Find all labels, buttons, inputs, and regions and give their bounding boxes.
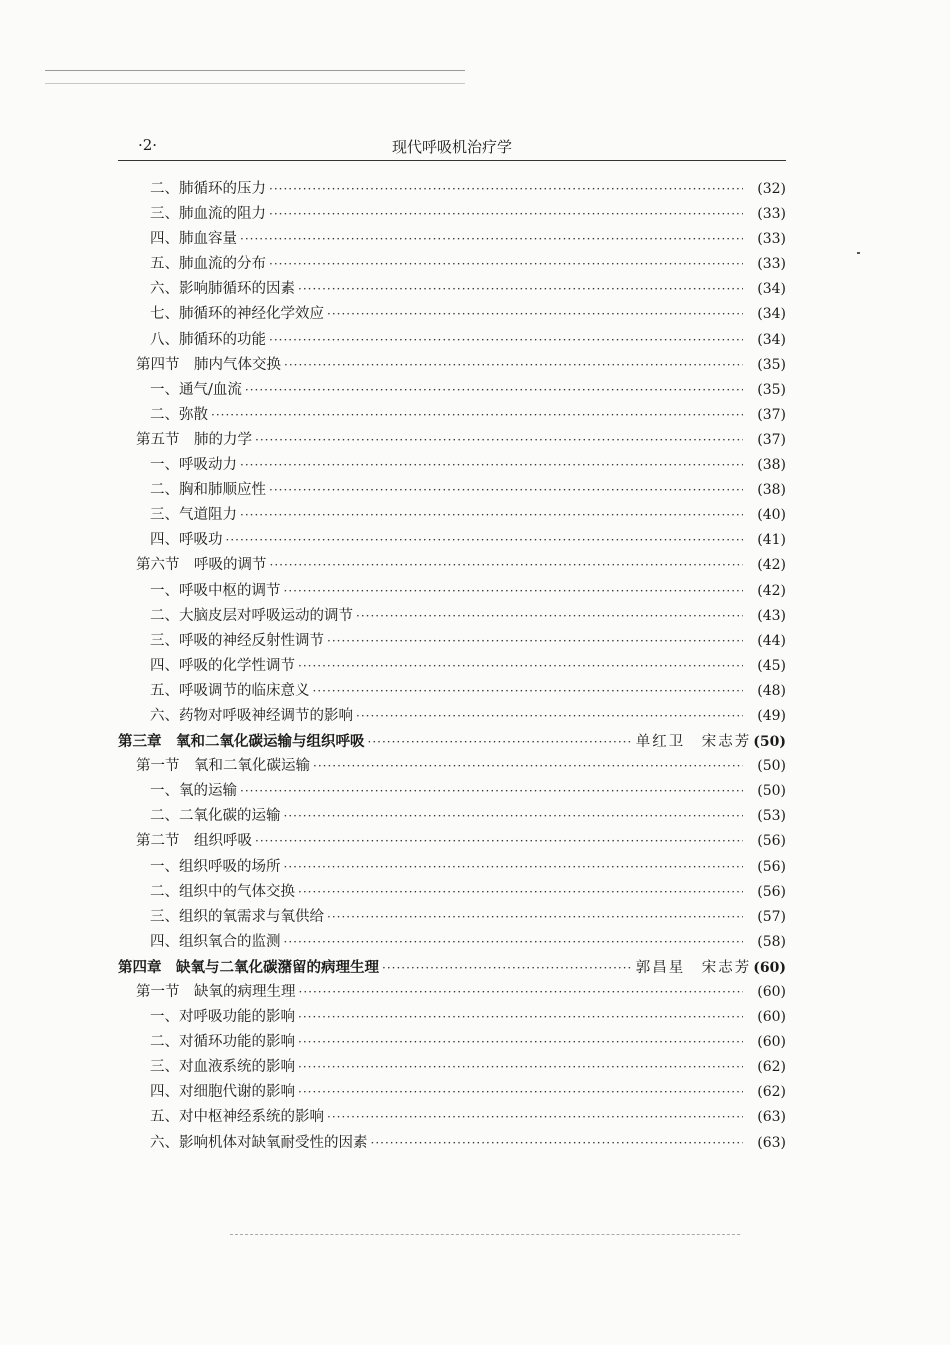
toc-entry-title: 一、组织呼吸的场所	[150, 858, 281, 875]
toc-entry-title: 五、对中枢神经系统的影响	[150, 1109, 324, 1126]
toc-entry-page: (33)	[757, 256, 786, 273]
toc-subsection-entry	[118, 880, 786, 905]
dot-leader	[269, 478, 743, 503]
toc-chapter-entry	[118, 955, 786, 980]
toc-entry-page: (35)	[757, 381, 786, 398]
dot-leader	[298, 1080, 743, 1105]
dot-leader	[240, 779, 743, 804]
toc-subsection-entry	[118, 930, 786, 955]
toc-entry-page: (43)	[757, 607, 786, 624]
dot-leader	[298, 277, 743, 302]
toc-entry-page: (45)	[757, 657, 786, 674]
toc-subsection-entry	[118, 403, 786, 428]
dot-leader	[284, 930, 744, 955]
dot-leader	[284, 353, 743, 378]
scan-speck	[857, 252, 860, 254]
toc-entry-title: 四、呼吸功	[150, 532, 223, 549]
dot-leader	[269, 328, 743, 353]
toc-entry-title: 六、影响机体对缺氧耐受性的因素	[150, 1134, 368, 1151]
toc-entry-page: (60)	[757, 1009, 786, 1026]
toc-entry-page: (33)	[757, 206, 786, 223]
toc-entry-title: 五、呼吸调节的临床意义	[150, 682, 310, 699]
toc-entry-page: (42)	[757, 557, 786, 574]
toc-entry-authors: 单红卫 宋志芳	[635, 734, 752, 751]
toc-entry-title: 二、大脑皮层对呼吸运动的调节	[150, 607, 353, 624]
toc-entry-title: 第一节 氧和二氧化碳运输	[136, 758, 310, 775]
toc-subsection-entry	[118, 579, 786, 604]
dot-leader	[255, 428, 743, 453]
toc-entry-page: (49)	[757, 707, 786, 724]
toc-entry-page: (56)	[757, 883, 786, 900]
toc-entry-title: 一、氧的运输	[150, 783, 237, 800]
toc-entry-page: (62)	[757, 1059, 786, 1076]
toc-entry-page: (53)	[757, 808, 786, 825]
toc-entry-page: (63)	[757, 1109, 786, 1126]
dot-leader	[299, 980, 744, 1005]
dot-leader	[298, 880, 743, 905]
dot-leader	[226, 528, 744, 553]
toc-entry-page: (58)	[757, 933, 786, 950]
toc-entry-title: 四、肺血容量	[150, 231, 237, 248]
toc-entry-title: 二、组织中的气体交换	[150, 883, 295, 900]
dot-leader	[327, 302, 743, 327]
dot-leader	[313, 754, 743, 779]
dot-leader	[270, 553, 744, 578]
toc-subsection-entry	[118, 328, 786, 353]
toc-subsection-entry	[118, 804, 786, 829]
toc-subsection-entry	[118, 227, 786, 252]
toc-entry-title: 二、对循环功能的影响	[150, 1034, 295, 1051]
toc-entry-page: (44)	[757, 632, 786, 649]
toc-entry-title: 三、肺血流的阻力	[150, 206, 266, 223]
toc-entry-page: (37)	[757, 431, 786, 448]
toc-entry-page: (50)	[757, 783, 786, 800]
toc-subsection-entry	[118, 503, 786, 528]
dot-leader	[356, 704, 743, 729]
toc-entry-title: 七、肺循环的神经化学效应	[150, 306, 324, 323]
toc-entry-page: (38)	[757, 482, 786, 499]
toc-subsection-entry	[118, 177, 786, 202]
dot-leader	[245, 378, 743, 403]
dot-leader	[371, 1131, 744, 1156]
dot-leader	[284, 579, 744, 604]
dot-leader	[382, 956, 633, 981]
toc-entry-page: (34)	[757, 331, 786, 348]
toc-subsection-entry	[118, 1030, 786, 1055]
toc-subsection-entry	[118, 704, 786, 729]
toc-entry-page: (63)	[757, 1134, 786, 1151]
toc-entry-title: 第一节 缺氧的病理生理	[136, 984, 296, 1000]
toc-entry-title: 三、呼吸的神经反射性调节	[150, 632, 324, 649]
dot-leader	[255, 829, 743, 854]
toc-subsection-entry	[118, 679, 786, 704]
toc-section-entry	[118, 353, 786, 378]
toc-entry-page: (41)	[757, 532, 786, 549]
toc-entry-title: 四、对细胞代谢的影响	[150, 1084, 295, 1101]
dot-leader	[269, 177, 743, 202]
toc-entry-title: 一、通气/血流	[150, 381, 242, 398]
toc-entry-title: 八、肺循环的功能	[150, 331, 266, 348]
dot-leader	[327, 629, 743, 654]
toc-subsection-entry	[118, 1005, 786, 1030]
toc-entry-title: 第四节 肺内气体交换	[136, 356, 281, 373]
toc-entry-title: 一、呼吸动力	[150, 457, 237, 474]
toc-entry-title: 第二节 组织呼吸	[136, 833, 252, 850]
toc-subsection-entry	[118, 1080, 786, 1105]
toc-section-entry	[118, 829, 786, 854]
toc-entry-page: (42)	[757, 582, 786, 599]
toc-entry-page: (56)	[757, 858, 786, 875]
toc-entry-title: 四、组织氧合的监测	[150, 933, 281, 950]
table-of-contents	[118, 177, 786, 1156]
toc-entry-title: 二、胸和肺顺应性	[150, 482, 266, 499]
toc-entry-title: 第五节 肺的力学	[136, 431, 252, 448]
toc-entry-title: 一、对呼吸功能的影响	[150, 1009, 295, 1026]
header-rule	[118, 160, 786, 161]
dot-leader	[284, 855, 744, 880]
toc-entry-page: (62)	[757, 1084, 786, 1101]
toc-entry-title: 六、影响肺循环的因素	[150, 281, 295, 298]
toc-entry-title: 一、呼吸中枢的调节	[150, 582, 281, 599]
dot-leader	[240, 227, 743, 252]
toc-subsection-entry	[118, 252, 786, 277]
toc-entry-page: (60)	[757, 984, 786, 1000]
scan-artifact-line	[45, 83, 465, 84]
toc-entry-page: (33)	[757, 231, 786, 248]
toc-entry-title: 三、对血液系统的影响	[150, 1059, 295, 1076]
toc-entry-page: (37)	[757, 406, 786, 423]
dot-leader	[240, 453, 743, 478]
toc-section-entry	[118, 754, 786, 779]
toc-subsection-entry	[118, 1105, 786, 1130]
toc-entry-page: (50)	[757, 758, 786, 775]
dot-leader	[298, 1030, 743, 1055]
toc-subsection-entry	[118, 629, 786, 654]
scan-artifact-line	[230, 1234, 740, 1235]
toc-entry-title: 五、肺血流的分布	[150, 256, 266, 273]
toc-entry-page: (34)	[757, 306, 786, 323]
toc-section-entry	[118, 553, 786, 578]
dot-leader	[298, 1005, 743, 1030]
toc-entry-page: (50)	[753, 734, 786, 751]
dot-leader	[327, 1105, 743, 1130]
dot-leader	[284, 804, 744, 829]
dot-leader	[298, 1055, 743, 1080]
toc-subsection-entry	[118, 202, 786, 227]
dot-leader	[356, 604, 743, 629]
toc-entry-page: (40)	[757, 507, 786, 524]
toc-entry-title: 三、组织的氧需求与氧供给	[150, 908, 324, 925]
toc-subsection-entry	[118, 478, 786, 503]
toc-entry-page: (60)	[753, 959, 786, 976]
dot-leader	[269, 202, 743, 227]
toc-subsection-entry	[118, 453, 786, 478]
running-title: 现代呼吸机治疗学	[391, 138, 512, 156]
toc-entry-page: (32)	[757, 181, 786, 197]
dot-leader	[313, 679, 744, 704]
toc-entry-title: 三、气道阻力	[150, 507, 237, 524]
toc-entry-title: 四、呼吸的化学性调节	[150, 657, 295, 674]
toc-chapter-entry	[118, 729, 786, 754]
toc-entry-title: 六、药物对呼吸神经调节的影响	[150, 707, 353, 724]
toc-subsection-entry	[118, 1131, 786, 1156]
toc-entry-title: 第六节 呼吸的调节	[136, 557, 267, 574]
toc-subsection-entry	[118, 604, 786, 629]
toc-subsection-entry	[118, 277, 786, 302]
dot-leader	[368, 730, 633, 755]
toc-subsection-entry	[118, 302, 786, 327]
toc-entry-page: (56)	[757, 833, 786, 850]
toc-entry-page: (57)	[757, 908, 786, 925]
toc-subsection-entry	[118, 855, 786, 880]
toc-entry-page: (34)	[757, 281, 786, 298]
toc-entry-title: 二、二氧化碳的运输	[150, 808, 281, 825]
toc-subsection-entry	[118, 528, 786, 553]
toc-subsection-entry	[118, 1055, 786, 1080]
toc-section-entry	[118, 428, 786, 453]
toc-subsection-entry	[118, 905, 786, 930]
dot-leader	[298, 654, 743, 679]
toc-entry-page: (60)	[757, 1034, 786, 1051]
toc-entry-title: 二、肺循环的压力	[150, 181, 266, 197]
dot-leader	[327, 905, 743, 930]
toc-subsection-entry	[118, 779, 786, 804]
toc-subsection-entry	[118, 378, 786, 403]
toc-entry-page: (35)	[757, 356, 786, 373]
toc-entry-title: 第四章 缺氧与二氧化碳潴留的病理生理	[118, 958, 379, 976]
toc-entry-page: (38)	[757, 457, 786, 474]
dot-leader	[211, 403, 743, 428]
page-number: ·2·	[138, 136, 158, 154]
toc-entry-authors: 郭昌星 宋志芳	[635, 959, 752, 976]
toc-entry-title: 第三章 氧和二氧化碳运输与组织呼吸	[118, 733, 365, 751]
scan-artifact-line	[45, 70, 465, 71]
page-header	[118, 136, 786, 160]
toc-subsection-entry	[118, 654, 786, 679]
dot-leader	[269, 252, 743, 277]
toc-section-entry	[118, 980, 786, 1005]
toc-entry-page: (48)	[757, 682, 786, 699]
toc-entry-title: 二、弥散	[150, 406, 208, 423]
dot-leader	[240, 503, 743, 528]
